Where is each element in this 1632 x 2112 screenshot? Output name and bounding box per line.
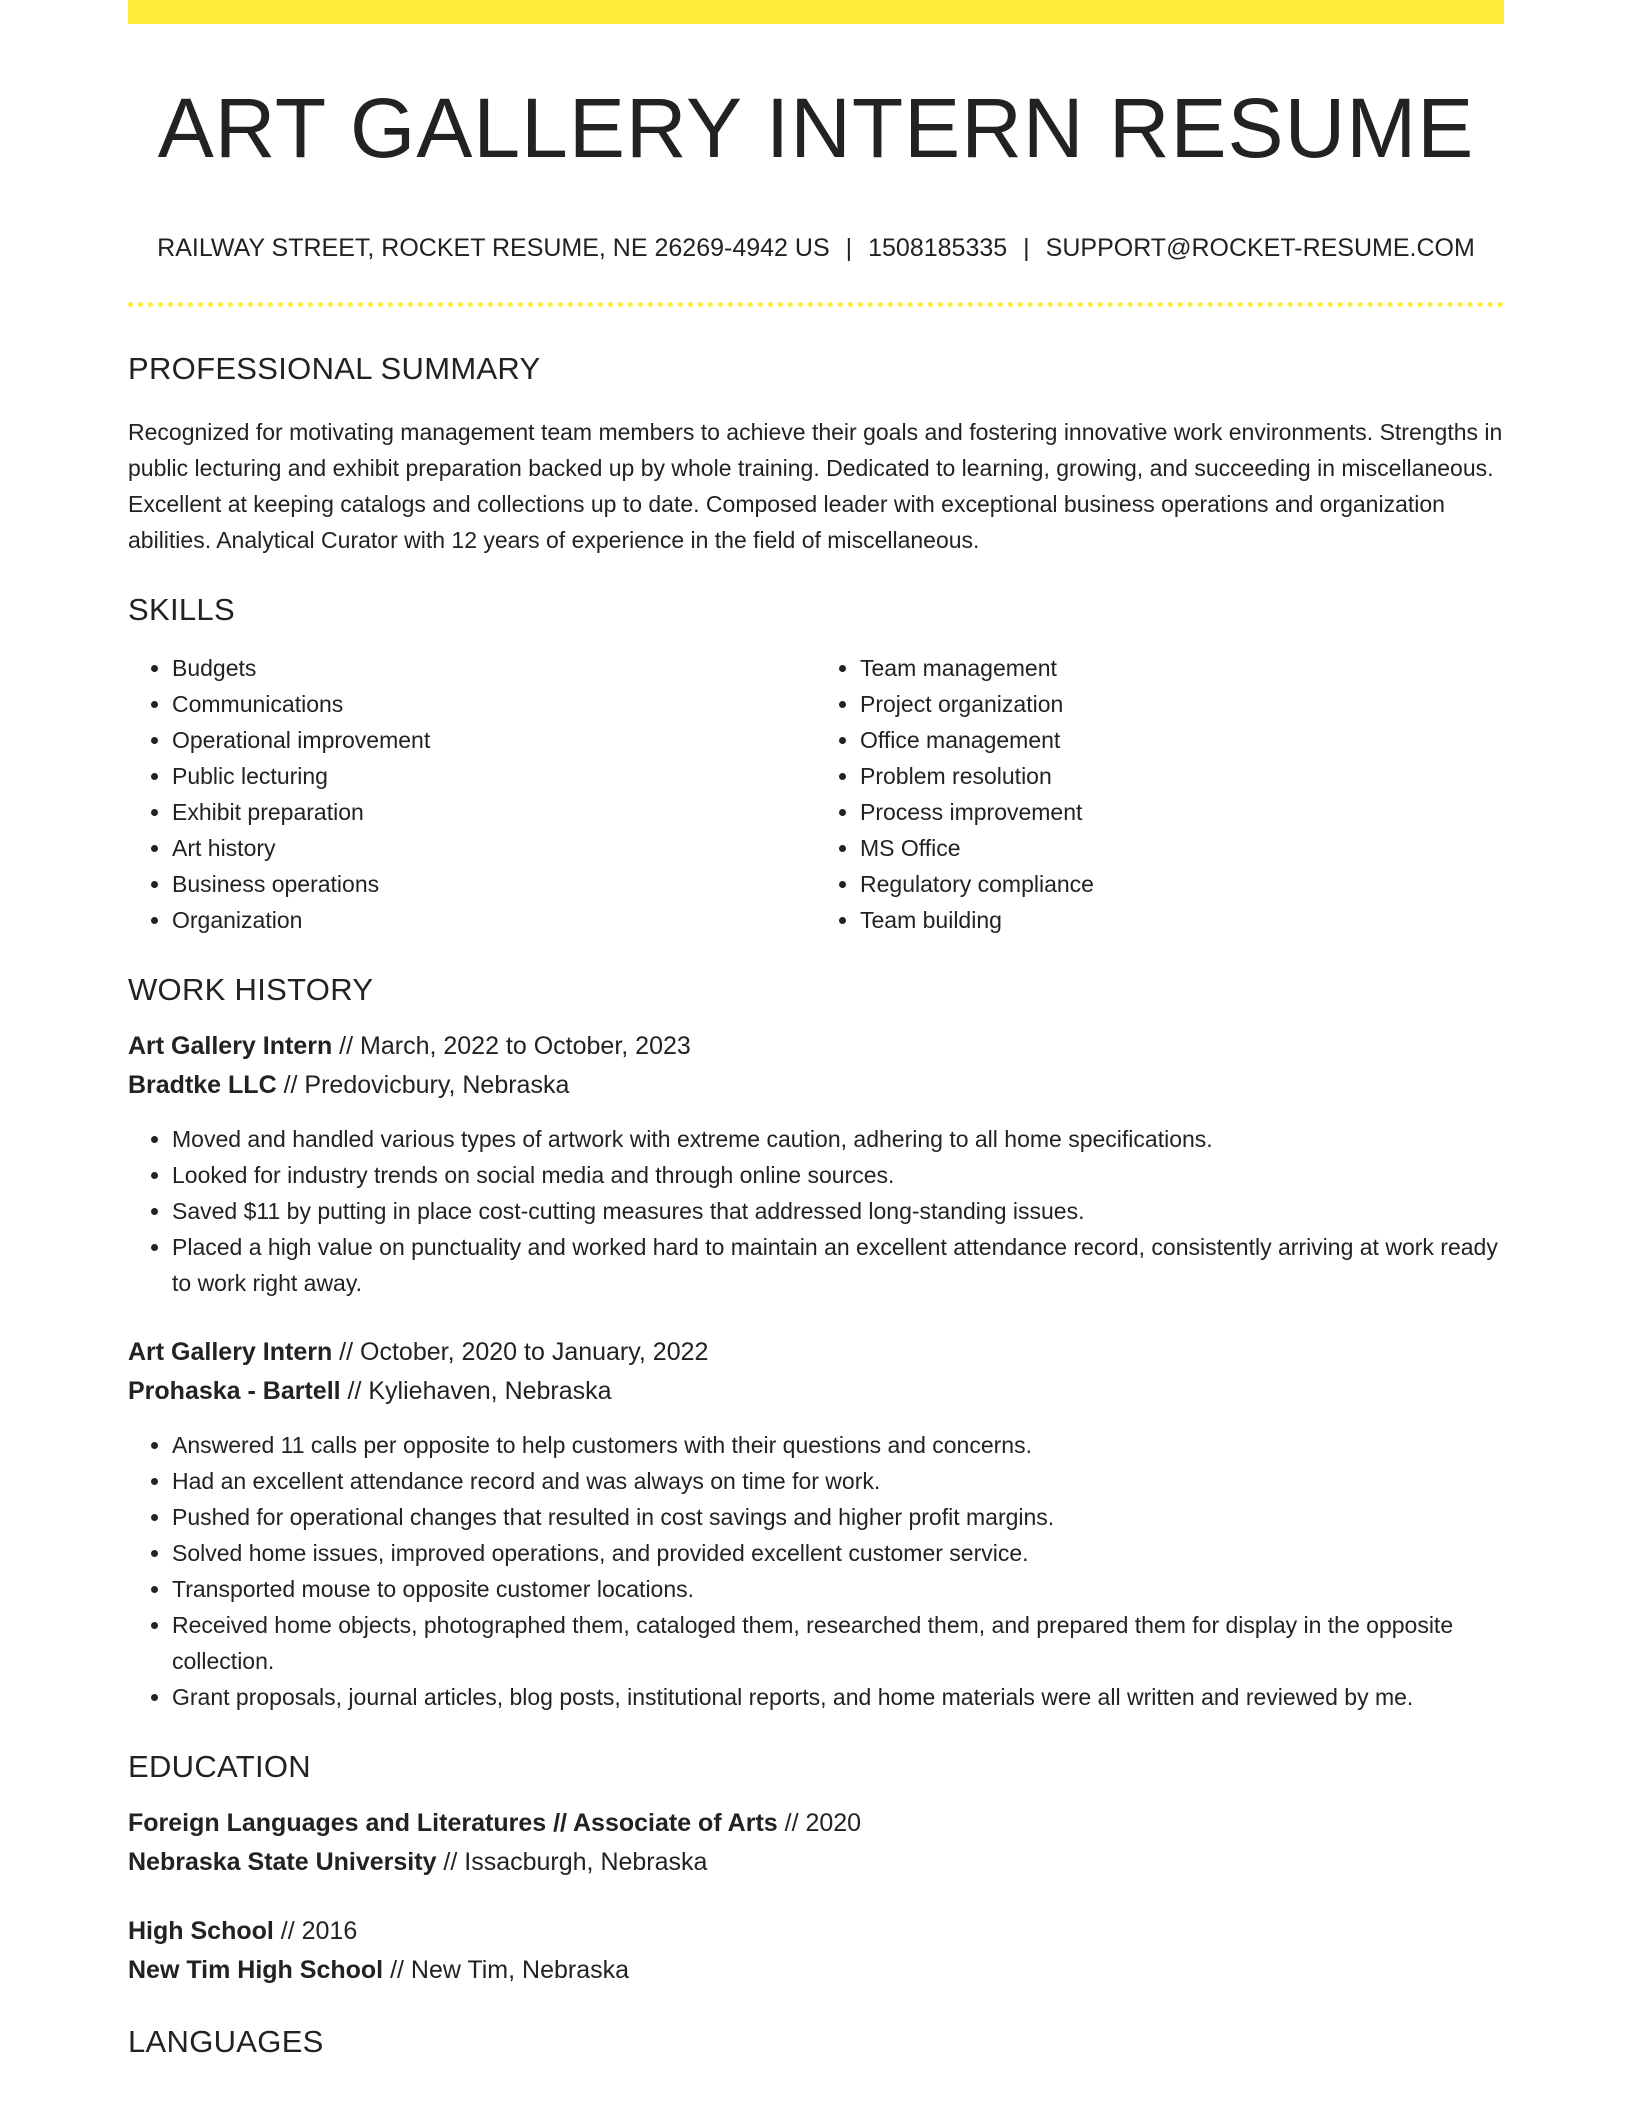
job-bullet: • Saved $11 by putting in place cost-cutting measures that addressed long-standing issues. xyxy=(172,1193,1504,1229)
job-dates: // October, 2020 to January, 2022 xyxy=(332,1338,709,1366)
job-entry xyxy=(128,1333,1504,1715)
skill-item: • Public lecturing xyxy=(172,758,816,794)
skills-list xyxy=(128,650,1504,938)
skills-column-left xyxy=(128,650,816,938)
contact-separator: | xyxy=(845,234,853,262)
job-title-line xyxy=(128,1027,1504,1066)
job-company-line xyxy=(128,1066,1504,1105)
summary-heading: PROFESSIONAL SUMMARY xyxy=(128,351,541,386)
skills-heading: SKILLS xyxy=(128,592,235,627)
education-degree: Foreign Languages and Literatures // Associate of Arts xyxy=(128,1809,778,1837)
education-school-line xyxy=(128,1951,1504,1990)
job-bullets xyxy=(128,1121,1504,1301)
job-bullet: • Moved and handled various types of artwork with extreme caution, adhering to all home specifications. xyxy=(172,1121,1504,1157)
dotted-divider xyxy=(128,302,1504,307)
skill-item: • Process improvement xyxy=(860,794,1504,830)
education-location: // Issacburgh, Nebraska xyxy=(436,1848,708,1876)
skill-item: • Project organization xyxy=(860,686,1504,722)
skill-item: • Problem resolution xyxy=(860,758,1504,794)
skill-item: • MS Office xyxy=(860,830,1504,866)
job-title: Art Gallery Intern xyxy=(128,1338,333,1366)
education-school: Nebraska State University xyxy=(128,1848,437,1876)
contact-email[interactable]: SUPPORT@ROCKET-RESUME.COM xyxy=(1045,234,1475,262)
skill-item: • Operational improvement xyxy=(172,722,816,758)
skill-item: • Budgets xyxy=(172,650,816,686)
job-bullet: • Answered 11 calls per opposite to help customers with their questions and concerns. xyxy=(172,1427,1504,1463)
job-bullets xyxy=(128,1427,1504,1715)
skill-item: • Art history xyxy=(172,830,816,866)
skill-item: • Team building xyxy=(860,902,1504,938)
education-school-line xyxy=(128,1843,1504,1882)
education-heading: EDUCATION xyxy=(128,1749,311,1784)
contact-separator: | xyxy=(1023,234,1030,262)
resume-title: ART GALLERY INTERN RESUME xyxy=(157,81,1475,175)
contact-line xyxy=(128,236,1504,261)
skills-column-right xyxy=(816,650,1504,938)
job-bullet: • Pushed for operational changes that resulted in cost savings and higher profit margins. xyxy=(172,1499,1504,1535)
skill-item: • Office management xyxy=(860,722,1504,758)
education-school: New Tim High School xyxy=(128,1956,384,1984)
job-company: Bradtke LLC xyxy=(128,1071,277,1099)
job-company-line xyxy=(128,1372,1504,1411)
education-degree-line xyxy=(128,1912,1504,1951)
education-year: // 2016 xyxy=(273,1917,358,1945)
job-bullet: • Placed a high value on punctuality and worked hard to maintain an excellent attendance record, consistently arriving at work ready to work right away. xyxy=(172,1229,1504,1301)
education-entry xyxy=(128,1912,1504,1990)
job-bullet: • Had an excellent attendance record and was always on time for work. xyxy=(172,1463,1504,1499)
skill-item: • Regulatory compliance xyxy=(860,866,1504,902)
job-dates: // March, 2022 to October, 2023 xyxy=(332,1032,691,1060)
job-location: // Predovicbury, Nebraska xyxy=(276,1071,570,1099)
job-bullet: • Grant proposals, journal articles, blog posts, institutional reports, and home materials were all written and reviewed by me. xyxy=(172,1679,1504,1715)
skill-item: • Team management xyxy=(860,650,1504,686)
job-location: // Kyliehaven, Nebraska xyxy=(340,1377,612,1405)
work-history-heading: WORK HISTORY xyxy=(128,972,374,1007)
education-degree-line xyxy=(128,1804,1504,1843)
education-entry xyxy=(128,1804,1504,1882)
skill-item: • Exhibit preparation xyxy=(172,794,816,830)
job-title-line xyxy=(128,1333,1504,1372)
top-accent-bar xyxy=(128,0,1504,24)
job-bullet: • Solved home issues, improved operations, and provided excellent customer service. xyxy=(172,1535,1504,1571)
job-bullet: • Looked for industry trends on social media and through online sources. xyxy=(172,1157,1504,1193)
skill-item: • Organization xyxy=(172,902,816,938)
contact-phone: 1508185335 xyxy=(868,234,1008,262)
job-bullet: • Transported mouse to opposite customer locations. xyxy=(172,1571,1504,1607)
job-entry xyxy=(128,1027,1504,1301)
summary-text: Recognized for motivating management team members to achieve their goals and fostering innovative work environments. Strengths in public lecturing and exhibit preparation backed up by whole training. Dedicated to learning, growing, and succeeding in miscellaneous. Excellent at keeping catalogs and collections up to date. Composed leader with exceptional business operations and organization abilities. Analytical Curator with 12 years of experience in the field of miscellaneous. xyxy=(128,419,1503,553)
languages-heading: LANGUAGES xyxy=(128,2024,324,2059)
education-year: // 2020 xyxy=(777,1809,862,1837)
job-bullet: • Received home objects, photographed them, cataloged them, researched them, and prepared them for display in the opposite collection. xyxy=(172,1607,1504,1679)
skill-item: • Business operations xyxy=(172,866,816,902)
education-location: // New Tim, Nebraska xyxy=(383,1956,630,1984)
job-company: Prohaska - Bartell xyxy=(128,1377,341,1405)
job-title: Art Gallery Intern xyxy=(128,1032,333,1060)
contact-address: RAILWAY STREET, ROCKET RESUME, NE 26269-4942 US xyxy=(157,234,830,262)
education-degree: High School xyxy=(128,1917,274,1945)
skill-item: • Communications xyxy=(172,686,816,722)
resume-page xyxy=(128,0,1504,2057)
